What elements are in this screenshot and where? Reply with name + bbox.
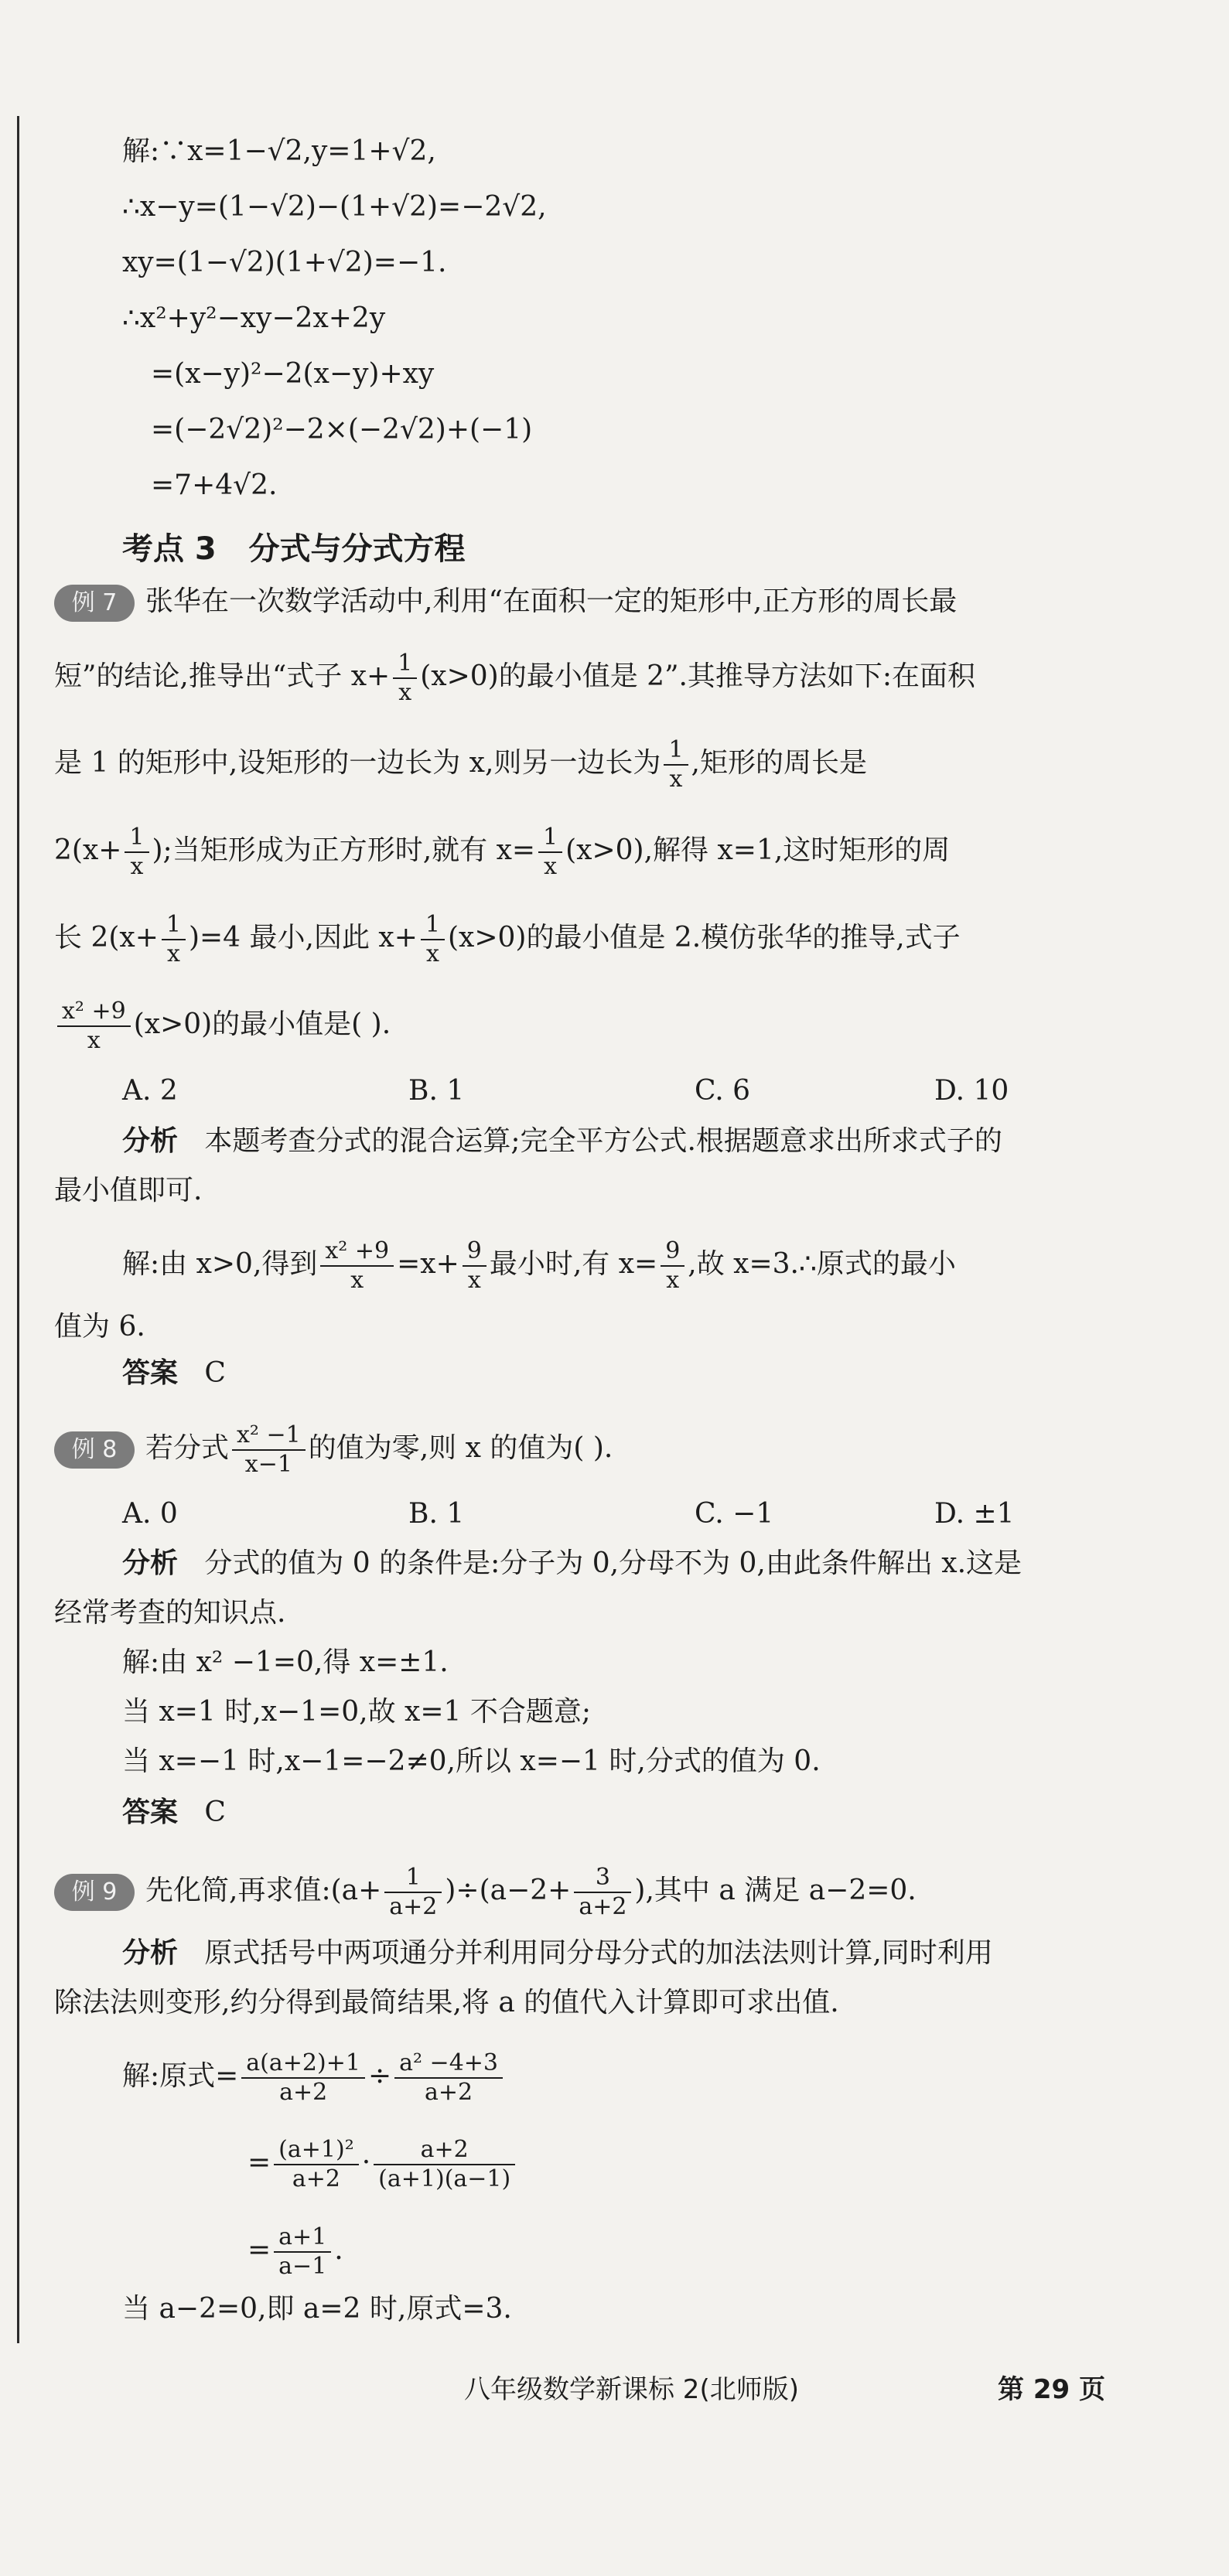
ex7-line-6 <box>54 998 391 1055</box>
ex7-choice-d[interactable]: D. 10 <box>934 1075 1009 1107</box>
ex9-solution-fraction-4: $\frac{a+2}{(a+1)(a-1)}$ <box>374 2136 515 2193</box>
ex7-text-3b: ,矩形的周长是 <box>691 747 867 779</box>
ex7-solution-a: 解:由 x>0,得到 <box>122 1248 318 1280</box>
ex7-fraction-1-over-x-5: $\frac{1}{x}$ <box>162 911 186 968</box>
ex7-analysis-text-1: 本题考查分式的混合运算;完全平方公式.根据题意求出所求式子的 <box>204 1125 1002 1157</box>
ex9-solution-fraction-2: $\frac{\text{a² −4+3}}{a+2}$ <box>394 2049 503 2107</box>
ex7-solution-c: 最小时,有 x= <box>489 1248 658 1280</box>
ex9-fraction-1: $\frac{1}{a+2}$ <box>384 1864 442 1921</box>
ex9-solution-a: 解:原式= <box>122 2060 239 2092</box>
prev-solution-line-5: =(x−y)²−2(x−y)+xy <box>151 358 435 390</box>
prev-solution-line-2: ∴x−y=(1−√2)−(1+√2)=−2√2, <box>122 191 547 223</box>
ex7-text-5b: )=4 最小,因此 x+ <box>188 922 418 954</box>
ex8-text-1a: 若分式 <box>145 1432 230 1464</box>
ex8-analysis-text-1: 分式的值为 0 的条件是:分子为 0,分母不为 0,由此条件解出 x.这是 <box>204 1547 1022 1579</box>
ex8-fraction: $\frac{\text{x² −1}}{x-1}$ <box>232 1421 306 1479</box>
ex9-solution-fraction-1: $\frac{a(a+2)+1}{a+2}$ <box>241 2049 365 2107</box>
ex7-text-5c: (x>0)的最小值是 2.模仿张华的推导,式子 <box>447 922 961 954</box>
ex8-text-1b: 的值为零,则 x 的值为( ). <box>308 1432 613 1464</box>
ex7-fraction-1-over-x-2: $\frac{1}{x}$ <box>664 736 688 793</box>
ex7-choice-a[interactable]: A. 2 <box>122 1075 178 1107</box>
ex9-final: 当 a−2=0,即 a=2 时,原式=3. <box>122 2293 512 2325</box>
ex7-text-2b: (x>0)的最小值是 2”.其推导方法如下:在面积 <box>420 660 976 692</box>
ex9-equals-2: = <box>248 2234 271 2266</box>
ex9-division-sign: ÷ <box>367 2060 392 2092</box>
ex7-line-3 <box>54 736 867 793</box>
margin-rule <box>17 116 19 2343</box>
ex7-text-6b: (x>0)的最小值是( ). <box>133 1008 391 1040</box>
ex8-solution-line-3: 当 x=−1 时,x−1=−2≠0,所以 x=−1 时,分式的值为 0. <box>122 1745 821 1777</box>
ex9-period: . <box>334 2234 343 2266</box>
ex9-text-1b: )÷(a−2+ <box>445 1875 572 1906</box>
ex9-equals-1: = <box>248 2147 271 2179</box>
prev-solution-line-3: xy=(1−√2)(1+√2)=−1. <box>122 247 447 278</box>
ex8-choice-d[interactable]: D. ±1 <box>934 1498 1015 1530</box>
ex7-solution-line-2: 值为 6. <box>54 1311 145 1343</box>
ex7-solution-fraction-1: $\frac{\text{x² +9}}{x}$ <box>320 1237 394 1295</box>
ex8-badge: 例 8 <box>54 1431 135 1469</box>
ex8-solution-line-2: 当 x=1 时,x−1=0,故 x=1 不合题意; <box>122 1696 591 1728</box>
prev-solution-line-4: ∴x²+y²−xy−2x+2y <box>122 302 386 334</box>
ex7-text-3a: 是 1 的矩形中,设矩形的一边长为 x,则另一边长为 <box>54 747 661 779</box>
ex7-text-1: 张华在一次数学活动中,利用“在面积一定的矩形中,正方形的周长最 <box>145 585 958 617</box>
ex9-analysis-label: 分析 <box>122 1937 179 1969</box>
footer-book-title: 八年级数学新课标 2(北师版) <box>464 2374 799 2405</box>
ex7-analysis-line-1 <box>122 1121 1002 1162</box>
ex9-solution-line-1 <box>122 2049 506 2107</box>
ex9-text-1c: ),其中 a 满足 a−2=0. <box>634 1875 917 1906</box>
ex7-choice-b[interactable]: B. 1 <box>408 1075 465 1107</box>
ex8-answer-label: 答案 <box>122 1796 179 1828</box>
ex8-analysis-line-1 <box>122 1544 1022 1584</box>
ex7-line-4 <box>54 824 950 881</box>
ex7-badge: 例 7 <box>54 585 135 622</box>
footer-page-number: 第 29 页 <box>998 2374 1105 2405</box>
section-title: 分式与分式方程 <box>248 531 466 567</box>
ex7-answer-label: 答案 <box>122 1357 179 1389</box>
ex9-line-1 <box>54 1864 917 1921</box>
ex7-text-5a: 长 2(x+ <box>54 922 159 954</box>
ex9-solution-fraction-5: $\frac{a+1}{a-1}$ <box>274 2223 331 2281</box>
ex9-solution-fraction-3: $\frac{\text{(a+1)²}}{a+2}$ <box>274 2136 359 2193</box>
ex8-choice-b[interactable]: B. 1 <box>408 1498 465 1530</box>
ex7-solution-fraction-2: $\frac{9}{x}$ <box>463 1237 486 1295</box>
prev-solution-line-7: =7+4√2. <box>151 469 278 501</box>
section-prefix: 考点 3 <box>122 531 217 567</box>
ex7-fraction-1-over-x-4: $\frac{1}{x}$ <box>538 824 562 881</box>
ex9-fraction-2: $\frac{3}{a+2}$ <box>574 1864 631 1921</box>
prev-solution-line-6: =(−2√2)²−2×(−2√2)+(−1) <box>151 414 533 445</box>
ex9-solution-line-2 <box>248 2136 518 2193</box>
ex9-multiply-dot: · <box>361 2147 371 2179</box>
ex9-analysis-line-1 <box>122 1933 993 1974</box>
ex7-text-4a: 2(x+ <box>54 834 122 866</box>
ex7-text-4c: (x>0),解得 x=1,这时矩形的周 <box>565 834 951 866</box>
ex7-choice-c[interactable]: C. 6 <box>695 1075 751 1107</box>
ex8-answer <box>122 1793 226 1833</box>
ex8-solution-line-1: 解:由 x² −1=0,得 x=±1. <box>122 1646 449 1678</box>
ex7-text-2a: 短”的结论,推导出“式子 x+ <box>54 660 391 692</box>
ex7-solution-fraction-3: $\frac{9}{x}$ <box>661 1237 684 1295</box>
ex9-text-1a: 先化简,再求值:(a+ <box>145 1875 382 1906</box>
ex9-badge: 例 9 <box>54 1874 135 1911</box>
ex7-fraction-1-over-x: $\frac{1}{x}$ <box>393 650 417 707</box>
ex8-answer-value: C <box>204 1796 226 1828</box>
ex7-answer <box>122 1353 226 1394</box>
ex7-line-5 <box>54 911 961 968</box>
ex7-text-4b: );当矩形成为正方形时,就有 x= <box>152 834 536 866</box>
ex9-analysis-text-1: 原式括号中两项通分并利用同分母分式的加法法则计算,同时利用 <box>204 1937 993 1969</box>
ex7-line-2 <box>54 650 975 707</box>
ex7-fraction-1-over-x-3: $\frac{1}{x}$ <box>125 824 149 881</box>
ex9-solution-line-3 <box>248 2223 343 2281</box>
section-heading <box>122 524 466 568</box>
ex8-analysis-line-2: 经常考查的知识点. <box>54 1597 286 1629</box>
ex7-fraction-1-over-x-6: $\frac{1}{x}$ <box>421 911 445 968</box>
ex7-solution-line-1 <box>122 1237 956 1295</box>
ex8-line-1 <box>54 1421 613 1479</box>
ex7-analysis-label: 分析 <box>122 1125 179 1157</box>
ex7-analysis-line-2: 最小值即可. <box>54 1175 203 1206</box>
ex9-analysis-line-2: 除法法则变形,约分得到最简结果,将 a 的值代入计算即可求出值. <box>54 1987 839 2018</box>
ex8-analysis-label: 分析 <box>122 1547 179 1579</box>
prev-solution-line-1: 解:∵x=1−√2,y=1+√2, <box>122 135 436 167</box>
ex7-solution-d: ,故 x=3.∴原式的最小 <box>688 1248 956 1280</box>
ex7-solution-b: =x+ <box>397 1248 459 1280</box>
ex8-choice-c[interactable]: C. −1 <box>695 1498 774 1530</box>
ex7-answer-value: C <box>204 1357 226 1389</box>
ex7-line-1 <box>54 582 957 622</box>
ex7-fraction-quadratic: $\frac{\text{x² +9}}{x}$ <box>57 998 131 1055</box>
ex8-choice-a[interactable]: A. 0 <box>122 1498 178 1530</box>
